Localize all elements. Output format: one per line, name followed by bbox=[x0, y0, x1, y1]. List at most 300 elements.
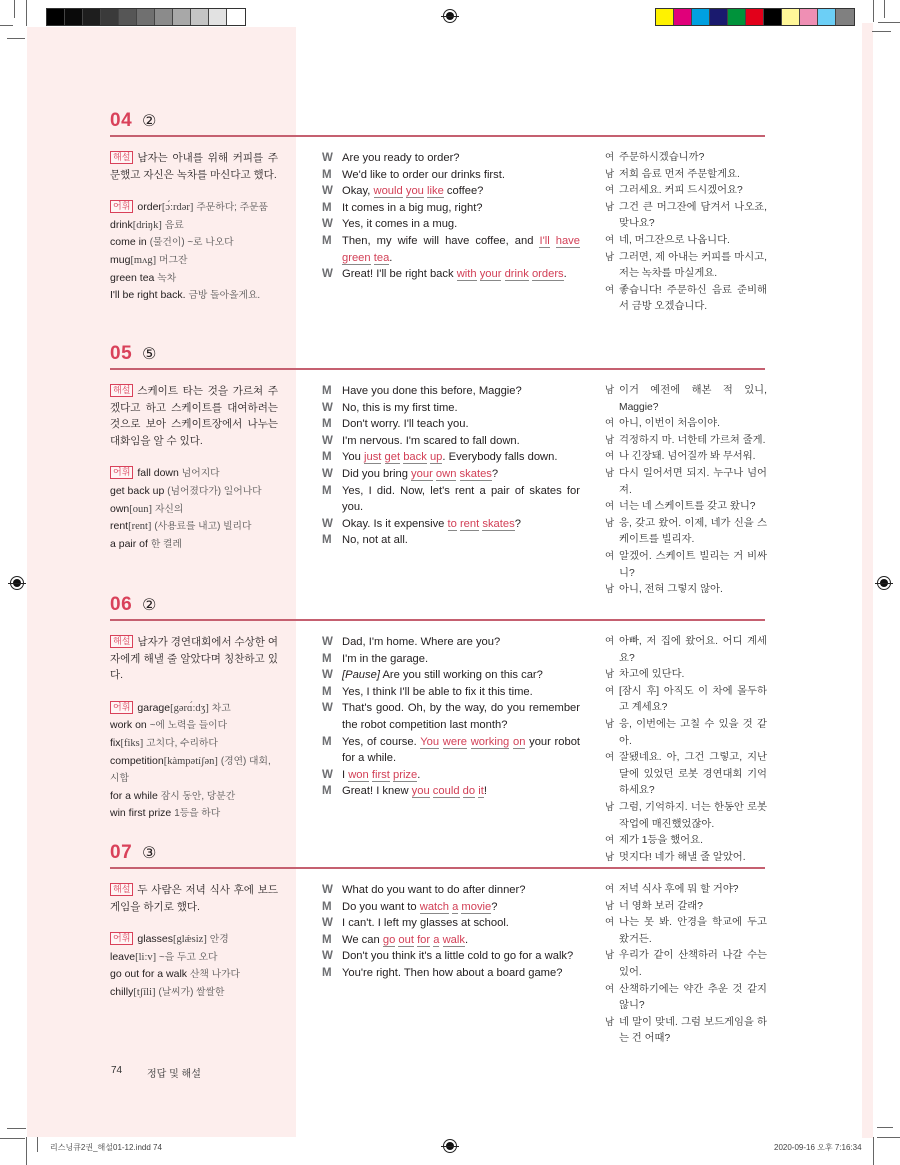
speaker-label-ko: 여 bbox=[605, 185, 615, 197]
explanation-tag: 해설 bbox=[110, 384, 133, 397]
translation-text: 저녁 식사 후에 뭐 할 거야? bbox=[619, 884, 739, 895]
vocab-meaning: 금방 돌아올게요. bbox=[188, 290, 261, 302]
speaker-label-ko: 여 bbox=[605, 983, 615, 995]
dialogue-fragment: You're right. Then how about a board game? bbox=[342, 966, 563, 979]
translation-text: 그러세요. 커피 드시겠어요? bbox=[619, 185, 743, 197]
dialogue-fragment: ? bbox=[491, 900, 498, 913]
crop-mark bbox=[0, 25, 13, 26]
translation-text: 그건 큰 머그잔에 담겨서 나오죠, 맞나요? bbox=[619, 201, 767, 230]
question-number: 05 bbox=[110, 343, 133, 364]
dialogue-line bbox=[322, 965, 580, 982]
dialogue-fragment: Have you done this before, Maggie? bbox=[342, 385, 522, 397]
vocab-word: order bbox=[137, 201, 162, 214]
speaker-label: W bbox=[322, 768, 333, 781]
dialogue-line bbox=[322, 449, 580, 466]
dialogue-fragment: ! bbox=[483, 785, 487, 798]
dialogue-text bbox=[342, 167, 580, 184]
speaker-label-ko: 여 bbox=[605, 451, 615, 463]
translation-text: 산책하기에는 약간 추운 것 같지 않니? bbox=[619, 983, 767, 1012]
dialogue-fragment: Okay, bbox=[342, 185, 374, 198]
vocabulary-list bbox=[110, 700, 278, 823]
color-swatch bbox=[836, 9, 854, 25]
translation-line bbox=[605, 449, 767, 466]
blank-answer: for bbox=[417, 933, 431, 946]
vocabulary-list bbox=[110, 931, 278, 1001]
vocab-meaning: 넘어지다 bbox=[181, 468, 220, 480]
speaker-label: W bbox=[322, 268, 333, 281]
color-swatch bbox=[674, 9, 692, 25]
blank-answer: tea bbox=[373, 251, 390, 264]
vocabulary-list bbox=[110, 199, 278, 305]
dialogue-line bbox=[322, 167, 580, 184]
dialogue-fragment: Do you want to bbox=[342, 900, 420, 913]
vocab-meaning: (사용료를 내고) 빌리다 bbox=[154, 521, 252, 533]
translation-text: 멋지다! 네가 해낼 줄 알았어. bbox=[619, 851, 746, 863]
vocab-meaning: 주문하다; 주문품 bbox=[196, 202, 269, 214]
speaker-label-ko: 여 bbox=[605, 752, 615, 764]
speaker-label: W bbox=[322, 636, 333, 648]
dialogue-line bbox=[322, 516, 580, 533]
dialogue-fragment: ? bbox=[491, 467, 499, 480]
vocab-item bbox=[110, 252, 278, 270]
dialogue-fragment: It comes in a big mug, right? bbox=[342, 201, 483, 214]
translation-line bbox=[605, 684, 767, 717]
speaker-label: M bbox=[322, 168, 332, 181]
blank-answer: do bbox=[462, 785, 476, 798]
translation-text: 저희 음료 먼저 주문할게요. bbox=[619, 168, 740, 180]
speaker-label: W bbox=[322, 517, 333, 530]
speaker-label: M bbox=[322, 484, 332, 497]
vocab-item bbox=[110, 984, 278, 1002]
dialogue-fragment: I'm nervous. I'm scared to fall down. bbox=[342, 434, 520, 447]
blank-answer: it bbox=[478, 785, 484, 798]
answer-choice: ② bbox=[142, 113, 157, 130]
color-swatch bbox=[692, 9, 710, 25]
speaker-label: M bbox=[322, 933, 332, 946]
vocab-item bbox=[110, 501, 278, 519]
dialogue-text bbox=[342, 734, 584, 767]
explanation bbox=[110, 882, 278, 915]
dialogue-text bbox=[342, 667, 580, 684]
dialogue-fragment: What do you want to do after dinner? bbox=[342, 884, 526, 896]
vocab-word: drink bbox=[110, 218, 133, 231]
dialogue-line bbox=[322, 532, 580, 549]
vocab-word: I'll be right back. bbox=[110, 289, 186, 302]
color-swatch bbox=[764, 9, 782, 25]
dialogue-text bbox=[342, 634, 580, 651]
dialogue-text bbox=[342, 216, 580, 233]
speaker-label-ko: 남 bbox=[605, 517, 615, 529]
explanation-column bbox=[110, 634, 278, 823]
vocab-phonetic: [liːv] bbox=[135, 951, 157, 963]
dialogue-line bbox=[322, 634, 580, 651]
registration-mark-icon bbox=[443, 1139, 457, 1153]
translation-line bbox=[605, 516, 767, 549]
translation-text: 제가 1등을 했어요. bbox=[619, 835, 703, 847]
translation-line bbox=[605, 200, 767, 233]
blank-answer: drink bbox=[504, 268, 529, 281]
dialogue-text bbox=[342, 449, 580, 466]
dialogue-line bbox=[322, 150, 580, 167]
dialogue-text bbox=[342, 767, 580, 784]
dialogue-line bbox=[322, 915, 580, 932]
dialogue-fragment: . bbox=[563, 268, 567, 281]
dialogue-fragment: I can't. I left my glasses at school. bbox=[342, 917, 509, 930]
dialogue-line bbox=[322, 200, 580, 217]
section-header bbox=[110, 110, 765, 136]
vocab-item bbox=[110, 199, 278, 217]
dialogue-line bbox=[322, 700, 584, 733]
vocab-item bbox=[110, 931, 278, 949]
page-number: 74 bbox=[111, 1065, 123, 1076]
dialogue-line bbox=[322, 932, 580, 949]
blank-answer: skates bbox=[459, 467, 492, 480]
section-header bbox=[110, 842, 765, 868]
explanation-text: 스케이트 타는 것을 가르쳐 주겠다고 하고 스케이트를 대여하려는 것으로 보아 스케이트장에서 나누는 대화임을 알 수 있다. bbox=[110, 385, 278, 447]
blank-answer: just bbox=[364, 451, 382, 464]
vocab-word: rent bbox=[110, 520, 129, 533]
dialogue-line bbox=[322, 783, 580, 800]
blank-answer: a bbox=[433, 933, 440, 946]
vocab-item bbox=[110, 949, 278, 967]
dialogue-script bbox=[322, 882, 580, 982]
vocab-tag: 어휘 bbox=[110, 200, 133, 213]
speaker-label: W bbox=[322, 950, 333, 963]
blank-answer: your bbox=[411, 467, 433, 480]
crop-mark bbox=[0, 1138, 25, 1139]
gray-swatch bbox=[173, 9, 191, 25]
translation-line bbox=[605, 183, 767, 200]
color-swatch bbox=[746, 9, 764, 25]
speaker-label-ko: 여 bbox=[605, 884, 615, 895]
translation-text: 응, 갖고 왔어. 이제, 네가 신을 스케이트를 빌리자. bbox=[619, 517, 767, 546]
crop-mark bbox=[7, 38, 25, 39]
dialogue-fragment: Okay. Is it expensive bbox=[342, 517, 448, 530]
translation-text: 나는 못 봐. 안경을 학교에 두고 왔거든. bbox=[619, 917, 767, 945]
translation-line bbox=[605, 466, 767, 499]
speaker-label-ko: 남 bbox=[605, 669, 615, 681]
gray-swatch bbox=[83, 9, 101, 25]
speaker-label: W bbox=[322, 218, 333, 231]
dialogue-fragment: your robot for a while. bbox=[342, 735, 584, 765]
dialogue-fragment: Great! I'll be right back bbox=[342, 268, 457, 281]
dialogue-fragment bbox=[550, 235, 556, 247]
registration-mark-icon bbox=[443, 9, 457, 23]
blank-answer: would bbox=[373, 185, 403, 198]
translation-text: 너 영화 보러 갈래? bbox=[619, 900, 703, 912]
vocab-phonetic: [ɔ́ːrdər] bbox=[161, 202, 194, 214]
speaker-label: M bbox=[322, 385, 332, 397]
speaker-label: W bbox=[322, 185, 333, 198]
dialogue-text bbox=[342, 516, 580, 533]
vocab-word: go out for a walk bbox=[110, 968, 188, 981]
speaker-label-ko: 여 bbox=[605, 284, 615, 296]
color-swatch bbox=[710, 9, 728, 25]
color-swatch bbox=[800, 9, 818, 25]
blank-answer: watch bbox=[419, 900, 449, 913]
dialogue-fragment: Are you ready to order? bbox=[342, 152, 460, 164]
explanation-column bbox=[110, 882, 278, 1002]
speaker-label: M bbox=[322, 785, 332, 798]
registration-mark-icon bbox=[877, 576, 891, 590]
vocab-item bbox=[110, 465, 278, 483]
gray-swatch bbox=[137, 9, 155, 25]
dialogue-text bbox=[342, 150, 580, 167]
explanation bbox=[110, 634, 278, 684]
translation-text: 차고에 있단다. bbox=[619, 669, 685, 681]
blank-answer: green bbox=[342, 251, 371, 264]
crop-mark bbox=[878, 22, 900, 23]
dialogue-text bbox=[342, 200, 580, 217]
speaker-label: M bbox=[322, 201, 332, 214]
vocab-item bbox=[110, 966, 278, 984]
crop-mark bbox=[26, 1137, 27, 1165]
question-number: 06 bbox=[110, 594, 133, 615]
translation-text: 아빠, 저 집에 왔어요. 어디 계세요? bbox=[619, 636, 767, 664]
vocab-item bbox=[110, 217, 278, 235]
stage-direction: [Pause] bbox=[342, 669, 380, 682]
gray-swatch bbox=[209, 9, 227, 25]
dialogue-text bbox=[342, 400, 580, 417]
gray-swatch bbox=[101, 9, 119, 25]
gray-swatch bbox=[191, 9, 209, 25]
translation-text: 이거 예전에 해본 적 있니, Maggie? bbox=[619, 385, 767, 413]
dialogue-text bbox=[342, 483, 584, 516]
vocab-word: glasses bbox=[137, 933, 173, 946]
vocab-phonetic: [mʌg] bbox=[130, 254, 157, 266]
dialogue-script bbox=[322, 150, 580, 283]
crop-mark bbox=[873, 0, 874, 22]
dialogue-text bbox=[342, 965, 580, 982]
section-divider bbox=[110, 368, 765, 370]
vocabulary-list bbox=[110, 465, 278, 553]
vocab-item bbox=[110, 483, 278, 501]
dialogue-script bbox=[322, 383, 584, 549]
vocab-meaning: (경연) 대회, 시합 bbox=[110, 755, 271, 785]
blank-answer: have bbox=[555, 234, 580, 247]
translation-text: 우리가 같이 산책하러 나갈 수는 있어. bbox=[619, 950, 767, 978]
vocab-item bbox=[110, 518, 278, 536]
dialogue-fragment: Are you still working on this car? bbox=[379, 669, 543, 682]
dialogue-line bbox=[322, 734, 584, 767]
blank-answer: out bbox=[398, 933, 414, 946]
gray-swatch bbox=[119, 9, 137, 25]
speaker-label-ko: 남 bbox=[605, 801, 615, 813]
vocab-tag: 어휘 bbox=[110, 701, 133, 714]
vocab-meaning: 안경 bbox=[209, 934, 229, 946]
translation-text: [잠시 후] 아직도 이 차에 몰두하고 계세요? bbox=[619, 685, 767, 714]
blank-answer: walk bbox=[442, 933, 465, 946]
dialogue-fragment: No, this is my first time. bbox=[342, 401, 458, 414]
vocab-item bbox=[110, 700, 278, 718]
dialogue-line bbox=[322, 266, 580, 283]
speaker-label-ko: 여 bbox=[605, 152, 615, 163]
speaker-label-ko: 남 bbox=[605, 434, 615, 446]
vocab-word: competition bbox=[110, 754, 164, 767]
dialogue-line bbox=[322, 767, 580, 784]
vocab-item bbox=[110, 788, 278, 806]
vocab-phonetic: [gərɑ́ːdʒ] bbox=[170, 702, 209, 714]
speaker-label: M bbox=[322, 652, 332, 665]
dialogue-line bbox=[322, 383, 580, 400]
blank-answer: you bbox=[405, 185, 424, 198]
dialogue-line bbox=[322, 433, 580, 450]
vocab-phonetic: [tʃíli] bbox=[133, 986, 156, 998]
dialogue-text bbox=[342, 684, 580, 701]
slug-timestamp: 2020-09-16 오후 7:16:34 bbox=[774, 1143, 862, 1152]
speaker-label-ko: 남 bbox=[605, 201, 615, 213]
blank-answer: with bbox=[456, 268, 477, 281]
speaker-label-ko: 여 bbox=[605, 234, 615, 246]
dialogue-text bbox=[342, 433, 580, 450]
vocab-word: win first prize bbox=[110, 807, 172, 820]
speaker-label: M bbox=[322, 451, 332, 464]
translation-text: 좋습니다! 주문하신 음료 준비해서 금방 오겠습니다. bbox=[619, 284, 767, 313]
speaker-label-ko: 여 bbox=[605, 636, 615, 647]
speaker-label: W bbox=[322, 467, 333, 480]
speaker-label: W bbox=[322, 702, 333, 715]
speaker-label: W bbox=[322, 434, 333, 447]
vocab-item bbox=[110, 234, 278, 252]
dialogue-text bbox=[342, 882, 580, 899]
color-swatch bbox=[728, 9, 746, 25]
cmyk-color-bar bbox=[655, 8, 855, 26]
page-tint-right bbox=[862, 23, 873, 1138]
dialogue-text bbox=[342, 383, 580, 400]
speaker-label-ko: 남 bbox=[605, 168, 615, 180]
crop-mark bbox=[877, 1127, 893, 1128]
vocab-tag: 어휘 bbox=[110, 466, 133, 479]
dialogue-fragment: That's good. Oh, by the way, do you remember the robot competition last month? bbox=[342, 702, 584, 731]
dialogue-text bbox=[342, 915, 580, 932]
blank-answer: first bbox=[371, 768, 390, 781]
dialogue-fragment: Great! I knew bbox=[342, 785, 412, 798]
crop-mark bbox=[884, 0, 885, 18]
dialogue-script bbox=[322, 634, 584, 800]
dialogue-line bbox=[322, 416, 580, 433]
dialogue-fragment: Yes, I think I'll be able to fix it this time. bbox=[342, 685, 533, 698]
dialogue-fragment: ? bbox=[514, 517, 521, 530]
speaker-label-ko: 여 bbox=[605, 917, 615, 929]
vocab-phonetic: [kàmpətíʃən] bbox=[163, 755, 218, 767]
translation-line bbox=[605, 948, 767, 981]
dialogue-text bbox=[342, 183, 580, 200]
vocab-item bbox=[110, 805, 278, 823]
dialogue-fragment: I bbox=[342, 768, 349, 781]
grayscale-color-bar bbox=[46, 8, 246, 26]
registration-mark-icon bbox=[10, 576, 24, 590]
gray-swatch bbox=[65, 9, 83, 25]
crop-mark bbox=[873, 1137, 874, 1165]
speaker-label: M bbox=[322, 234, 332, 247]
translation-line bbox=[605, 499, 767, 516]
section-divider bbox=[110, 135, 765, 137]
translation-column bbox=[605, 150, 767, 316]
dialogue-line bbox=[322, 183, 580, 200]
vocab-meaning: ~을 두고 오다 bbox=[159, 951, 218, 963]
footer-title: 정답 및 해설 bbox=[147, 1069, 201, 1080]
crop-mark bbox=[7, 1128, 26, 1129]
dialogue-fragment: . Everybody falls down. bbox=[442, 451, 558, 464]
blank-answer: you bbox=[411, 785, 430, 798]
translation-line bbox=[605, 233, 767, 250]
section-divider bbox=[110, 619, 765, 621]
gray-swatch bbox=[47, 9, 65, 25]
answer-choice: ② bbox=[142, 597, 157, 614]
translation-line bbox=[605, 250, 767, 283]
speaker-label-ko: 남 bbox=[605, 950, 615, 962]
translation-column bbox=[605, 882, 767, 1048]
dialogue-fragment: . bbox=[389, 251, 393, 264]
translation-line bbox=[605, 150, 767, 167]
explanation bbox=[110, 383, 278, 449]
blank-answer: won bbox=[348, 768, 369, 781]
answer-section-05 bbox=[110, 343, 767, 596]
blank-answer: orders bbox=[531, 268, 564, 281]
blank-answer: on bbox=[512, 735, 526, 748]
vocab-meaning: 잠시 동안, 당분간 bbox=[160, 790, 236, 802]
translation-line bbox=[605, 416, 767, 433]
blank-answer: a bbox=[452, 900, 459, 913]
speaker-label-ko: 여 bbox=[605, 501, 615, 513]
vocab-word: get back up bbox=[110, 484, 165, 497]
blank-answer: to bbox=[447, 517, 457, 530]
vocab-phonetic: [oun] bbox=[129, 503, 153, 515]
dialogue-text bbox=[342, 532, 580, 549]
speaker-label: W bbox=[322, 401, 333, 414]
vocab-word: green tea bbox=[110, 271, 155, 284]
translation-line bbox=[605, 982, 767, 1015]
vocab-word: leave bbox=[110, 950, 136, 963]
speaker-label-ko: 여 bbox=[605, 685, 615, 697]
dialogue-text bbox=[342, 700, 584, 733]
speaker-label: M bbox=[322, 966, 332, 979]
translation-line bbox=[605, 634, 767, 667]
slug-filename: 리스닝큐2권_해설01-12.indd 74 bbox=[50, 1143, 162, 1152]
dialogue-line bbox=[322, 400, 580, 417]
explanation-column bbox=[110, 383, 278, 553]
dialogue-fragment: Dad, I'm home. Where are you? bbox=[342, 636, 501, 648]
speaker-label: M bbox=[322, 900, 332, 913]
translation-line bbox=[605, 915, 767, 948]
speaker-label: M bbox=[322, 418, 332, 431]
blank-answer: were bbox=[442, 735, 468, 748]
speaker-label: M bbox=[322, 685, 332, 698]
answer-choice: ③ bbox=[142, 845, 157, 862]
dialogue-text bbox=[342, 783, 580, 800]
dialogue-fragment: You bbox=[342, 451, 364, 464]
vocab-word: a pair of bbox=[110, 537, 148, 550]
dialogue-line bbox=[322, 216, 580, 233]
blank-answer: I'll bbox=[539, 234, 550, 247]
dialogue-fragment: Yes, I did. Now, let's rent a pair of skates for you. bbox=[342, 484, 584, 514]
dialogue-line bbox=[322, 483, 584, 516]
translation-line bbox=[605, 283, 767, 316]
vocab-meaning: (날씨가) 쌀쌀한 bbox=[158, 986, 225, 998]
translation-line bbox=[605, 549, 767, 582]
dialogue-fragment: Did you bring bbox=[342, 467, 412, 480]
speaker-label: W bbox=[322, 917, 333, 930]
dialogue-fragment: No, not at all. bbox=[342, 534, 408, 547]
dialogue-line bbox=[322, 667, 580, 684]
answer-choice: ⑤ bbox=[142, 346, 157, 363]
vocab-phonetic: [rent] bbox=[128, 521, 152, 533]
blank-answer: movie bbox=[461, 900, 492, 913]
explanation-text: 남자가 경연대회에서 수상한 여자에게 해낼 줄 알았다며 칭찬하고 있다. bbox=[110, 636, 279, 682]
explanation-text: 두 사람은 저녁 식사 후에 보드게임을 하기로 했다. bbox=[110, 884, 278, 913]
blank-answer: could bbox=[432, 785, 460, 798]
dialogue-text bbox=[342, 651, 580, 668]
